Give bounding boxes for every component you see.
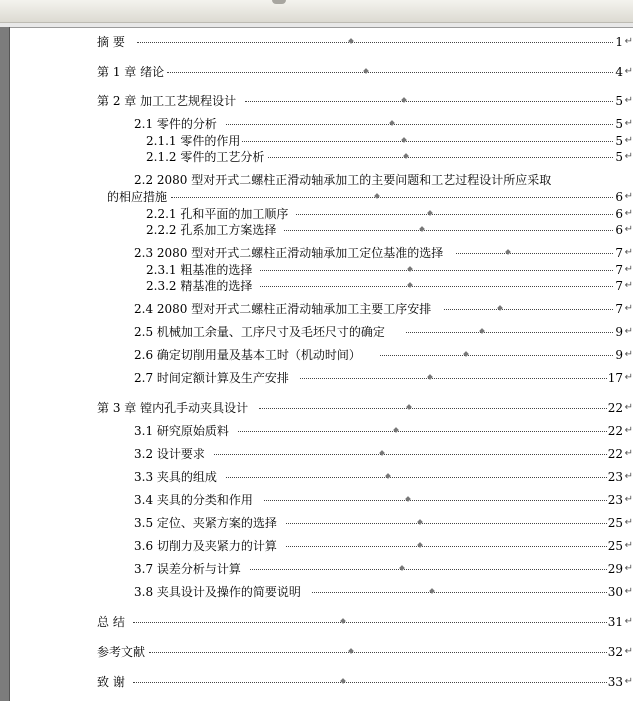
- paragraph-return-icon: ↵: [624, 494, 633, 505]
- toc-page-number: 25: [607, 539, 623, 553]
- toc-entry-label: 2.2.1 孔和平面的加工顺序: [146, 207, 289, 221]
- toc-entry-label: 2.3.1 粗基准的选择: [146, 263, 253, 277]
- toc-entry-2-1[interactable]: [134, 116, 633, 132]
- dot-leader: [406, 332, 621, 333]
- dot-leader: [286, 523, 621, 524]
- toc-page-number: 6: [615, 207, 623, 221]
- toc-entry-references[interactable]: [97, 644, 633, 660]
- toc-entry-3-7[interactable]: [134, 561, 633, 577]
- toc-entry-label: 2.3 2080 型对开式二螺柱正滑动轴承加工定位基准的选择: [134, 246, 444, 260]
- toc-entry-chapter-3[interactable]: [97, 400, 633, 416]
- toc-entry-2-2[interactable]: [107, 189, 633, 205]
- paragraph-return-icon: ↵: [624, 448, 633, 459]
- toc-entry-2-2-1[interactable]: [146, 206, 633, 222]
- paragraph-return-icon: ↵: [624, 676, 633, 687]
- splitter-grip[interactable]: [272, 0, 286, 4]
- toc-page-number: 9: [615, 348, 623, 362]
- document-page: [10, 28, 633, 701]
- toc-page-number: 6: [615, 223, 623, 237]
- paragraph-return-icon: ↵: [624, 563, 633, 574]
- toc-page-number: 33: [607, 675, 623, 689]
- toc-entry-label: 第 1 章 绪论: [97, 65, 165, 79]
- toc-entry-label: 3.5 定位、夹紧方案的选择: [134, 516, 277, 530]
- paragraph-return-icon: ↵: [624, 264, 633, 275]
- dot-leader: [259, 408, 621, 409]
- toc-entry-label: 摘 要: [97, 35, 125, 49]
- dot-leader: [250, 569, 621, 570]
- toc-entry-label: 致 谢: [97, 675, 125, 689]
- toc-entry-label: 3.3 夹具的组成: [134, 470, 217, 484]
- dot-leader: [284, 230, 621, 231]
- toc-entry-2-3[interactable]: [134, 245, 633, 261]
- dot-leader: [226, 124, 621, 125]
- dot-leader: [444, 309, 621, 310]
- dot-leader: [137, 42, 621, 43]
- dot-leader: [238, 431, 621, 432]
- dot-leader: [214, 454, 621, 455]
- toc-entry-label: 3.4 夹具的分类和作用: [134, 493, 253, 507]
- toc-entry-2-6[interactable]: [134, 347, 633, 363]
- paragraph-return-icon: ↵: [624, 402, 633, 413]
- toc-page-number: 1: [615, 35, 623, 49]
- dot-leader: [268, 157, 621, 158]
- toc-entry-label: 参考文献: [97, 645, 146, 659]
- toc-page-number: 23: [607, 493, 623, 507]
- toc-page-number: 31: [607, 615, 623, 629]
- toc-entry-3-8[interactable]: [134, 584, 633, 600]
- toc-page-number: 7: [615, 263, 623, 277]
- toc-entry-2-2-2[interactable]: [146, 222, 633, 238]
- toolbar-strip: [0, 0, 633, 23]
- paragraph-return-icon: ↵: [624, 247, 633, 258]
- toc-entry-2-3-2[interactable]: [146, 278, 633, 294]
- paragraph-return-icon: ↵: [624, 517, 633, 528]
- toc-page-number: 9: [615, 325, 623, 339]
- paragraph-return-icon: ↵: [624, 326, 633, 337]
- paragraph-return-icon: ↵: [624, 208, 633, 219]
- dot-leader: [245, 101, 621, 102]
- paragraph-return-icon: ↵: [624, 224, 633, 235]
- toc-entry-label: 3.6 切削力及夹紧力的计算: [134, 539, 277, 553]
- toc-entry-3-3[interactable]: [134, 469, 633, 485]
- toc-entry-abstract[interactable]: [97, 34, 633, 50]
- dot-leader: [260, 270, 621, 271]
- toc-entry-label: 2.5 机械加工余量、工序尺寸及毛坯尺寸的确定: [134, 325, 385, 339]
- toc-page-number: 7: [615, 246, 623, 260]
- paragraph-return-icon: ↵: [624, 151, 633, 162]
- toc-entry-label: 2.6 确定切削用量及基本工时（机动时间）: [134, 348, 361, 362]
- paragraph-return-icon: ↵: [624, 616, 633, 627]
- toc-page-number: 5: [615, 94, 623, 108]
- toc-page-number: 5: [615, 134, 623, 148]
- toc-entry-label: 2.2.2 孔系加工方案选择: [146, 223, 277, 237]
- paragraph-return-icon: ↵: [624, 372, 633, 383]
- toc-page-number: 5: [615, 150, 623, 164]
- dot-leader: [312, 592, 621, 593]
- paragraph-return-icon: ↵: [624, 66, 633, 77]
- paragraph-return-icon: ↵: [624, 36, 633, 47]
- dot-leader: [171, 197, 621, 198]
- paragraph-return-icon: ↵: [624, 540, 633, 551]
- toc-entry-chapter-1[interactable]: [97, 64, 633, 80]
- paragraph-return-icon: ↵: [624, 586, 633, 597]
- toc-page-number: 25: [607, 516, 623, 530]
- toc-entry-label: 3.2 设计要求: [134, 447, 205, 461]
- toc-page-number: 7: [615, 302, 623, 316]
- dot-leader: [260, 286, 621, 287]
- paragraph-return-icon: ↵: [624, 118, 633, 129]
- toc-entry-label: 2.1.2 零件的工艺分析: [146, 150, 265, 164]
- toc-page-number: 22: [607, 401, 623, 415]
- dot-leader: [226, 477, 621, 478]
- toc-entry-2-4[interactable]: [134, 301, 633, 317]
- dot-leader: [380, 355, 621, 356]
- toc-page-number: 5: [615, 117, 623, 131]
- toc-entry-label-continued: 的相应措施: [107, 190, 168, 204]
- toc-page-number: 17: [607, 371, 623, 385]
- toc-entry-3-1[interactable]: [134, 423, 633, 439]
- toc-entry-label: 2.4 2080 型对开式二螺柱正滑动轴承加工主要工序安排: [134, 302, 432, 316]
- toc-entry-2-1-2[interactable]: [146, 149, 633, 165]
- toc-entry-label: 2.1 零件的分析: [134, 117, 217, 131]
- toc-page-number: 30: [607, 585, 623, 599]
- dot-leader: [149, 652, 621, 653]
- dot-leader: [296, 214, 621, 215]
- paragraph-return-icon: ↵: [624, 425, 633, 436]
- paragraph-return-icon: ↵: [624, 349, 633, 360]
- toc-entry-label: 2.3.2 精基准的选择: [146, 279, 253, 293]
- toc-page-number: 22: [607, 424, 623, 438]
- toc-page-number: 32: [607, 645, 623, 659]
- toc-entry-label: 2.1.1 零件的作用: [146, 134, 241, 148]
- toc-page-number: 6: [615, 190, 623, 204]
- dot-leader: [456, 253, 621, 254]
- paragraph-return-icon: ↵: [624, 646, 633, 657]
- toc-entry-2-1-1[interactable]: [146, 133, 633, 149]
- toc-entry-label: 3.7 误差分析与计算: [134, 562, 241, 576]
- paragraph-return-icon: ↵: [624, 303, 633, 314]
- toc-entry-summary[interactable]: [97, 614, 633, 630]
- paragraph-return-icon: ↵: [624, 280, 633, 291]
- toc-entry-2-7[interactable]: [134, 370, 633, 386]
- paragraph-return-icon: ↵: [624, 95, 633, 106]
- toc-page-number: 23: [607, 470, 623, 484]
- toc-entry-label: 2.7 时间定额计算及生产安排: [134, 371, 289, 385]
- window-top-bar: [0, 0, 633, 28]
- toc-entry-3-2[interactable]: [134, 446, 633, 462]
- toc-entry-2-2-first-line[interactable]: 2.2 2080 型对开式二螺柱正滑动轴承加工的主要问题和工艺过程设计所应采取: [134, 173, 552, 187]
- toc-entry-label: 第 2 章 加工工艺规程设计: [97, 94, 237, 108]
- paragraph-return-icon: ↵: [624, 471, 633, 482]
- toc-entry-label: 第 3 章 镗内孔手动夹具设计: [97, 401, 249, 415]
- toc-entry-label: 3.1 研究原始质料: [134, 424, 229, 438]
- toc-entry-label: 3.8 夹具设计及操作的简要说明: [134, 585, 301, 599]
- dot-leader: [286, 546, 621, 547]
- paragraph-return-icon: ↵: [624, 191, 633, 202]
- paragraph-return-icon: ↵: [624, 135, 633, 146]
- toc-entry-3-5[interactable]: [134, 515, 633, 531]
- dot-leader: [133, 682, 621, 683]
- toc-entry-2-3-1[interactable]: [146, 262, 633, 278]
- toc-entry-2-5[interactable]: [134, 324, 633, 340]
- dot-leader: [133, 622, 621, 623]
- toc-entry-chapter-2[interactable]: [97, 93, 633, 109]
- dot-leader: [300, 378, 621, 379]
- toc-page-number: 29: [607, 562, 623, 576]
- toc-entry-3-6[interactable]: [134, 538, 633, 554]
- dot-leader: [242, 141, 621, 142]
- toc-page-number: 22: [607, 447, 623, 461]
- toc-entry-acknowledgements[interactable]: [97, 674, 633, 690]
- dot-leader: [264, 500, 621, 501]
- toc-page-number: 7: [615, 279, 623, 293]
- toc-page-number: 4: [615, 65, 623, 79]
- toc-entry-label: 总 结: [97, 615, 125, 629]
- left-margin-ruler: [0, 27, 10, 701]
- toc-entry-3-4[interactable]: [134, 492, 633, 508]
- dot-leader: [167, 72, 621, 73]
